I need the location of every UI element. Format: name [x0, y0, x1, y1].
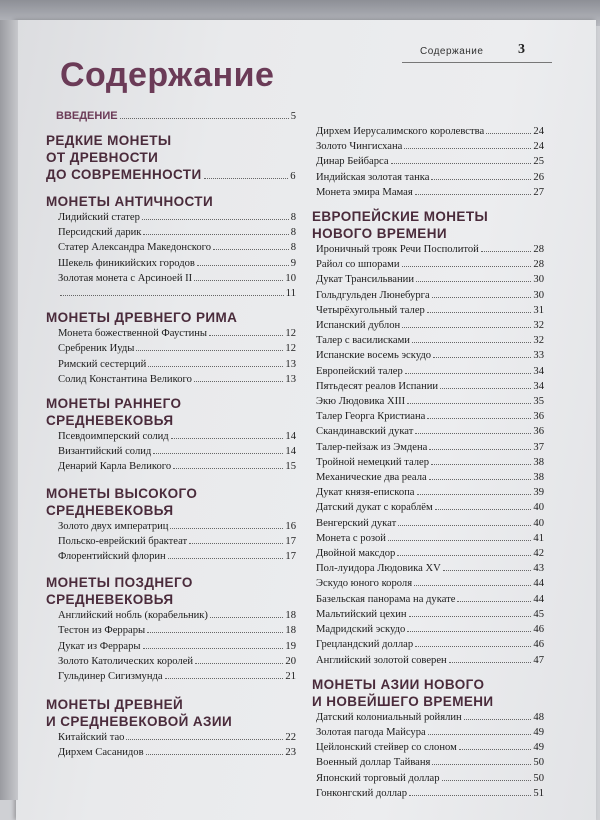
leader-dots — [407, 622, 531, 632]
toc-entry[interactable] — [312, 242, 544, 257]
toc-entry[interactable] — [312, 485, 544, 500]
leader-dots — [170, 519, 283, 529]
leader-dots — [210, 608, 283, 618]
toc-entry[interactable] — [312, 170, 544, 185]
running-head: Содержание — [420, 46, 484, 57]
leader-dots — [449, 653, 532, 663]
entry-title: Гонконгский доллар — [316, 787, 408, 799]
entry-page-number: 17 — [285, 551, 296, 563]
toc-entry[interactable] — [312, 272, 544, 287]
section-title-line: ЕВРОПЕЙСКИЕ МОНЕТЫ — [312, 209, 489, 225]
entry-page-number: 39 — [533, 487, 544, 499]
section-title-line: МОНЕТЫ ПОЗДНЕГО — [46, 575, 193, 591]
toc-entry[interactable] — [46, 429, 296, 444]
entry-page-number: 9 — [290, 257, 296, 269]
leader-dots — [204, 167, 289, 179]
entry-title: Индийская золотая танка — [316, 171, 430, 183]
leader-dots — [429, 470, 532, 480]
entry-title: Денарий Карла Великого — [58, 461, 172, 473]
leader-dots — [146, 745, 284, 755]
toc-right-column — [312, 124, 544, 804]
toc-entry[interactable] — [312, 394, 544, 409]
toc-section — [312, 208, 544, 668]
toc-entry[interactable] — [312, 561, 544, 576]
section-title-line: СРЕДНЕВЕКОВЬЯ — [46, 592, 174, 608]
entry-page-number: 13 — [285, 373, 296, 385]
leader-dots — [194, 372, 284, 382]
entry-title: Лидийский статер — [58, 212, 140, 223]
section-title-line: СРЕДНЕВЕКОВЬЯ — [46, 502, 174, 518]
entry-page-number: 21 — [285, 671, 296, 683]
toc-entry[interactable] — [312, 409, 544, 424]
entry-page-number: 19 — [285, 640, 296, 652]
toc-entry[interactable] — [312, 288, 544, 303]
leader-dots — [429, 440, 531, 450]
toc-entry[interactable] — [46, 240, 296, 255]
section-title-line: ОТ ДРЕВНОСТИ — [46, 150, 159, 165]
section-title-line: МОНЕТЫ РАННЕГО — [46, 396, 182, 412]
section-title-line: МОНЕТЫ ДРЕВНЕЙ — [46, 697, 184, 713]
toc-entry[interactable] — [46, 444, 296, 459]
toc-entry[interactable] — [46, 654, 296, 669]
toc-entry[interactable] — [46, 730, 296, 745]
page-gutter — [0, 20, 18, 800]
leader-dots — [433, 348, 531, 358]
leader-dots — [457, 592, 531, 602]
leader-dots — [60, 286, 284, 296]
toc-entry[interactable] — [46, 210, 296, 225]
entry-title: Базельская панорама на дукате — [316, 593, 456, 605]
entry-title: Талер-пейзаж из Эмдена — [316, 441, 428, 453]
leader-dots — [173, 459, 283, 469]
entry-page-number: 18 — [285, 610, 296, 622]
section-title — [312, 208, 544, 242]
entry-page-number: 35 — [533, 396, 544, 408]
section-title — [46, 132, 296, 185]
entry-title: Византийский солид — [58, 446, 152, 458]
entry-title: Ироничный трояк Речи Посполитой — [316, 244, 479, 256]
entry-title: Динар Бейбарса — [316, 156, 389, 168]
entry-title: Венгерский дукат — [316, 517, 397, 529]
entry-page-number: 47 — [533, 654, 544, 666]
entry-page-number: 44 — [533, 578, 544, 590]
toc-entry[interactable] — [46, 534, 296, 549]
entry-page-number: 28 — [533, 259, 544, 271]
entry-page-number: 22 — [285, 732, 296, 744]
leader-dots — [398, 516, 531, 526]
toc-entry[interactable] — [312, 592, 544, 607]
entry-page-number: 41 — [533, 532, 544, 544]
toc-entry[interactable] — [46, 519, 296, 534]
leader-dots — [440, 379, 531, 389]
entry-title: Мадридский эскудо — [316, 624, 406, 636]
leader-dots — [143, 639, 284, 649]
leader-dots — [486, 124, 531, 134]
entry-page-number: 24 — [533, 126, 544, 137]
leader-dots — [431, 455, 531, 465]
entry-title: Дирхем Сасанидов — [58, 747, 144, 759]
toc-entry[interactable] — [312, 139, 544, 154]
section-title-line: И СРЕДНЕВЕКОВОЙ АЗИИ — [46, 714, 233, 730]
leader-dots — [397, 546, 531, 556]
entry-title: Английский золотой соверен — [316, 654, 447, 666]
page-title: Содержание — [60, 56, 275, 94]
section-title — [46, 485, 296, 519]
entry-title: Шекель финикийских городов — [58, 257, 195, 269]
toc-entry[interactable] — [46, 256, 296, 271]
entry-title: Монета эмира Мамая — [316, 186, 413, 198]
toc-section — [46, 574, 296, 684]
entry-title: Европейский талер — [316, 365, 403, 377]
leader-dots — [417, 485, 532, 495]
entry-page-number: 30 — [533, 274, 544, 286]
entry-title: Золото Католических королей — [58, 655, 194, 667]
leader-dots — [435, 500, 532, 510]
leader-dots — [415, 185, 532, 195]
entry-page-number: 10 — [285, 272, 296, 284]
entry-page-number: 36 — [533, 426, 544, 438]
entry-title: Цейлонский стейвер со слоном — [316, 742, 457, 754]
leader-dots — [209, 326, 283, 336]
toc-entry[interactable] — [312, 710, 544, 725]
entry-page-number: 27 — [533, 186, 544, 198]
leader-dots — [148, 357, 283, 367]
entry-page-number: 12 — [285, 343, 296, 355]
leader-dots — [168, 549, 284, 559]
leader-dots — [443, 561, 532, 571]
section-title-line: НОВОГО ВРЕМЕНИ — [312, 226, 447, 242]
toc-entry[interactable] — [312, 124, 544, 139]
toc-entry[interactable] — [312, 622, 544, 637]
leader-dots — [412, 333, 531, 343]
entry-page-number: 16 — [285, 520, 296, 532]
section-title-line: МОНЕТЫ АЗИИ НОВОГО — [312, 676, 485, 692]
toc-section — [46, 395, 296, 475]
toc-entry[interactable] — [312, 257, 544, 272]
entry-title: Двойной максдор — [316, 548, 396, 560]
toc-entry[interactable] — [312, 185, 544, 200]
section-title-line: И НОВЕЙШЕГО ВРЕМЕНИ — [312, 693, 494, 709]
toc-section — [46, 485, 296, 565]
section-title-line: РЕДКИЕ МОНЕТЫ — [46, 133, 172, 148]
leader-dots — [120, 110, 289, 119]
section-title — [46, 193, 296, 210]
section-title — [46, 574, 296, 608]
toc-entry[interactable] — [46, 271, 296, 286]
leader-dots — [195, 654, 283, 664]
entry-title: Английский нобль (корабельник) — [58, 610, 208, 622]
entry-title: Гольдгульден Люнебурга — [316, 289, 430, 301]
entry-page-number: 24 — [533, 141, 544, 153]
entry-page-number: 51 — [533, 787, 544, 799]
entry-page-number: 50 — [533, 757, 544, 769]
leader-dots — [431, 170, 531, 180]
entry-page-number: 33 — [533, 350, 544, 362]
entry-title: Японский торговый доллар — [316, 772, 440, 784]
leader-dots — [194, 271, 283, 281]
toc-entry[interactable] — [312, 303, 544, 318]
toc-left-column — [46, 110, 296, 764]
section-title-line: МОНЕТЫ ДРЕВНЕГО РИМА — [46, 310, 238, 326]
leader-dots — [189, 534, 283, 544]
entry-title: Тройной немецкий талер — [316, 456, 430, 468]
entry-page-number: 45 — [533, 608, 544, 620]
leader-dots — [391, 154, 532, 164]
leader-dots — [142, 210, 289, 220]
entry-title: Экю Людовика XIII — [316, 396, 406, 408]
leader-dots — [136, 341, 283, 351]
toc-entry[interactable] — [312, 424, 544, 439]
toc-entry[interactable] — [312, 576, 544, 591]
entry-title: Гульдинер Сигизмунда — [58, 671, 163, 683]
entry-page-number: 20 — [285, 655, 296, 667]
leader-dots — [459, 740, 532, 750]
toc-entry[interactable] — [46, 549, 296, 564]
entry-page-number: 8 — [290, 212, 296, 223]
entry-title: Пол-луидора Людовика XV — [316, 563, 441, 575]
toc-entry[interactable] — [46, 286, 296, 301]
entry-page-number: 8 — [290, 242, 296, 254]
entry-title: Персидский дарик — [58, 227, 142, 239]
toc-section — [312, 676, 544, 801]
entry-title: Солид Константина Великого — [58, 373, 192, 385]
leader-dots — [404, 139, 531, 149]
entry-title: Монета божественной Фаустины — [58, 328, 208, 340]
entry-page-number: 42 — [533, 548, 544, 560]
entry-page-number: 31 — [533, 304, 544, 316]
toc-section — [46, 696, 296, 760]
entry-page-number: 49 — [533, 726, 544, 738]
toc-entry[interactable] — [312, 516, 544, 531]
toc-entry[interactable] — [312, 318, 544, 333]
leader-dots — [427, 409, 531, 419]
leader-dots — [428, 725, 532, 735]
entry-title: Дукат Трансильвании — [316, 274, 415, 286]
toc-section — [46, 132, 296, 185]
entry-page-number: 49 — [533, 742, 544, 754]
entry-page-number: 43 — [533, 563, 544, 575]
entry-title: Испанский дублон — [316, 320, 401, 332]
toc-entry[interactable] — [312, 771, 544, 786]
toc-entry[interactable] — [312, 607, 544, 622]
leader-dots — [432, 288, 532, 298]
toc-entry[interactable] — [46, 608, 296, 623]
entry-page-number: 40 — [533, 517, 544, 529]
toc-entry[interactable] — [46, 459, 296, 474]
entry-title: Псевдоимперский солид — [58, 431, 169, 443]
entry-page-number: 34 — [533, 365, 544, 377]
toc-entry[interactable] — [46, 357, 296, 372]
entry-title: Золото двух императриц — [58, 520, 169, 532]
leader-dots — [143, 225, 288, 235]
leader-dots — [165, 669, 284, 679]
toc-entry[interactable] — [312, 379, 544, 394]
entry-page-number: 18 — [285, 625, 296, 637]
section-title — [46, 696, 296, 730]
entry-page-number: 14 — [285, 446, 296, 458]
leader-dots — [147, 623, 283, 633]
entry-title: Тестон из Феррары — [58, 625, 146, 637]
leader-dots — [409, 786, 531, 796]
leader-dots — [415, 637, 531, 647]
entry-title: Золотая монета с Арсиноей II — [58, 272, 193, 284]
leader-dots — [415, 424, 531, 434]
entry-page-number: 25 — [533, 156, 544, 168]
toc-section — [46, 309, 296, 387]
entry-page-number: 11 — [285, 288, 296, 300]
toc-entry[interactable] — [312, 154, 544, 169]
entry-title: Датский колониальный ройялин — [316, 711, 462, 723]
section-title-line: СРЕДНЕВЕКОВЬЯ — [46, 413, 174, 429]
entry-title: Механические два реала — [316, 472, 427, 484]
section-title-line: МОНЕТЫ ВЫСОКОГО — [46, 485, 198, 501]
entry-page-number: 44 — [533, 593, 544, 605]
entry-title: Дукат князя-епископа — [316, 487, 415, 499]
entry-page-number: 12 — [285, 328, 296, 340]
toc-entry[interactable] — [312, 364, 544, 379]
toc-entry[interactable] — [312, 531, 544, 546]
leader-dots — [171, 429, 284, 439]
entry-page-number: 26 — [533, 171, 544, 183]
entry-title: Эскудо юного короля — [316, 578, 413, 590]
entry-title: Золото Чингисхана — [316, 141, 403, 153]
section-title — [46, 309, 296, 326]
section-title — [46, 395, 296, 429]
entry-page-number: 32 — [533, 335, 544, 347]
leader-dots — [432, 755, 531, 765]
entry-title: Китайский тао — [58, 732, 125, 744]
toc-entry[interactable] — [312, 725, 544, 740]
entry-title: Дукат из Феррары — [58, 640, 141, 652]
leader-dots — [414, 576, 531, 586]
leader-dots — [464, 710, 532, 720]
leader-dots — [388, 531, 531, 541]
leader-dots — [407, 394, 531, 404]
toc-entry[interactable] — [46, 225, 296, 240]
entry-title: Монета с розой — [316, 532, 386, 544]
toc-entry[interactable] — [312, 653, 544, 668]
entry-title: Скандинавский дукат — [316, 426, 414, 438]
leader-dots — [197, 256, 289, 266]
entry-page-number: 48 — [533, 711, 544, 723]
header-rule — [402, 62, 552, 63]
entry-title: Пятьдесят реалов Испании — [316, 380, 439, 392]
toc-entry[interactable] — [312, 470, 544, 485]
entry-title: Польско-еврейский брактеат — [58, 535, 188, 547]
entry-page-number: 14 — [285, 431, 296, 443]
section-title-text: ДО СОВРЕМЕННОСТИ — [46, 167, 202, 182]
entry-title: Талер Георга Кристиана — [316, 411, 426, 423]
leader-dots — [153, 444, 283, 454]
entry-page-number: 46 — [533, 639, 544, 651]
entry-page-number: 37 — [533, 441, 544, 453]
toc-entry[interactable] — [312, 740, 544, 755]
toc-entry[interactable] — [46, 669, 296, 684]
entry-title: Грецландский доллар — [316, 639, 414, 651]
leader-dots — [427, 303, 532, 313]
toc-entry[interactable] — [312, 755, 544, 770]
entry-page-number: 17 — [285, 535, 296, 547]
entry-page-number: 8 — [290, 227, 296, 239]
entry-title: Римский сестерций — [58, 358, 147, 370]
toc-entry[interactable] — [46, 745, 296, 760]
leader-dots — [402, 257, 532, 267]
toc-entry[interactable] — [312, 500, 544, 515]
entry-page-number: 40 — [533, 502, 544, 514]
intro-page: 5 — [290, 111, 296, 122]
toc-entry[interactable] — [46, 341, 296, 356]
entry-page-number: 50 — [533, 772, 544, 784]
entry-page-number: 38 — [533, 472, 544, 484]
entry-title: Райол со шпорами — [316, 259, 400, 271]
entry-page-number: 38 — [533, 456, 544, 468]
entry-title: Мальтийский цехин — [316, 608, 407, 620]
toc-entry[interactable] — [312, 546, 544, 561]
toc-entry[interactable] — [312, 455, 544, 470]
entry-title: Испанские восемь эскудо — [316, 350, 432, 362]
section-page-number: 6 — [290, 171, 296, 182]
toc-section — [46, 193, 296, 301]
toc-entry[interactable] — [46, 326, 296, 341]
entry-page-number: 28 — [533, 244, 544, 256]
toc-entry[interactable] — [312, 348, 544, 363]
leader-dots — [409, 607, 532, 617]
toc-entry[interactable] — [312, 637, 544, 652]
entry-title: Военный доллар Тайваня — [316, 757, 431, 769]
entry-title: Четырёхугольный талер — [316, 304, 425, 316]
entry-page-number: 13 — [285, 358, 296, 370]
leader-dots — [405, 364, 532, 374]
entry-page-number: 30 — [533, 289, 544, 301]
leader-dots — [442, 771, 532, 781]
leader-dots — [126, 730, 283, 740]
toc-entry[interactable] — [312, 333, 544, 348]
leader-dots — [213, 240, 289, 250]
toc-section — [312, 124, 544, 200]
entry-title: Флорентийский флорин — [58, 551, 166, 563]
entry-title: Талер с василисками — [316, 335, 410, 347]
entry-title: Статер Александра Македонского — [58, 242, 212, 254]
toc-entry[interactable] — [46, 372, 296, 387]
entry-title: Сребреник Иуды — [58, 343, 135, 355]
leader-dots — [481, 242, 532, 252]
entry-title: Золотая пагода Майсура — [316, 726, 426, 738]
entry-page-number: 36 — [533, 411, 544, 423]
toc-entry[interactable] — [46, 639, 296, 654]
page-number: 3 — [518, 42, 525, 57]
section-title — [312, 676, 544, 710]
toc-entry[interactable] — [312, 440, 544, 455]
intro-label: ВВЕДЕНИЕ — [56, 110, 118, 122]
entry-page-number: 46 — [533, 624, 544, 636]
entry-page-number: 34 — [533, 380, 544, 392]
leader-dots — [416, 272, 531, 282]
toc-intro — [56, 110, 296, 122]
entry-page-number: 23 — [285, 747, 296, 759]
section-title-line — [46, 166, 296, 185]
section-title-line: МОНЕТЫ АНТИЧНОСТИ — [46, 194, 214, 209]
entry-page-number: 32 — [533, 320, 544, 332]
entry-title: Датский дукат с кораблём — [316, 502, 433, 514]
entry-page-number: 15 — [285, 461, 296, 473]
leader-dots — [402, 318, 531, 328]
toc-entry[interactable] — [312, 786, 544, 801]
toc-entry[interactable] — [46, 623, 296, 638]
entry-title: Дирхем Иерусалимского королевства — [316, 126, 485, 137]
